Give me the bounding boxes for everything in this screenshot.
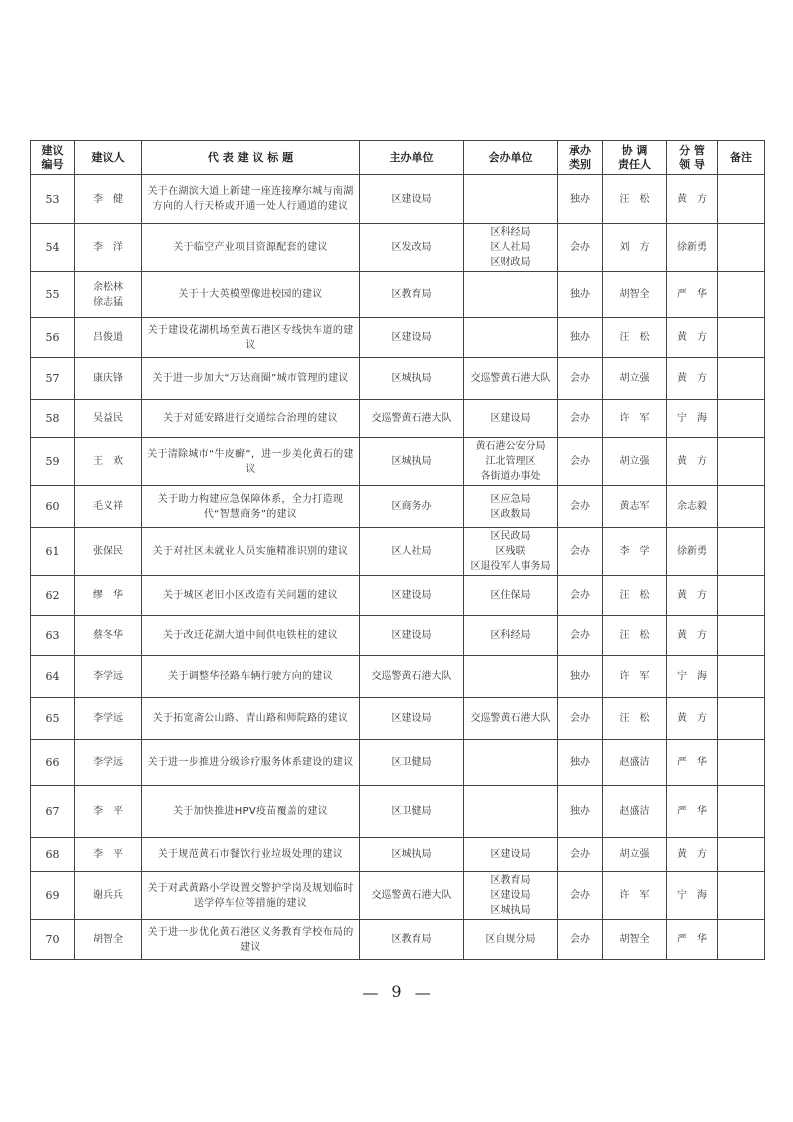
row-host-unit: 区发改局: [360, 224, 464, 272]
row-co-unit: [464, 740, 558, 786]
row-co-unit: [464, 175, 558, 224]
row-coordinator: 胡立强: [603, 838, 667, 872]
row-note: [718, 838, 765, 872]
table-row: [31, 616, 765, 656]
row-host-unit: 区教育局: [360, 920, 464, 960]
row-type: 会办: [558, 872, 603, 920]
row-note: [718, 318, 765, 358]
row-co-unit: [464, 656, 558, 698]
row-note: [718, 486, 765, 528]
row-co-unit: 区科经局 区人社局 区财政局: [464, 224, 558, 272]
row-title: 关于建设花湖机场至黄石港区专线快车道的建议: [142, 318, 360, 358]
row-co-unit: [464, 272, 558, 318]
row-note: [718, 358, 765, 400]
row-proposer: 王 欢: [75, 438, 142, 486]
row-co-unit: [464, 786, 558, 838]
row-id: 53: [31, 175, 75, 224]
row-id: 58: [31, 400, 75, 438]
row-id: 67: [31, 786, 75, 838]
row-co-unit: 交巡警黄石港大队: [464, 698, 558, 740]
header-type: 承办 类别: [558, 141, 603, 175]
row-type: 独办: [558, 175, 603, 224]
row-title: 关于助力构建应急保障体系，全力打造现代“智慧商务”的建议: [142, 486, 360, 528]
row-host-unit: 区城执局: [360, 438, 464, 486]
row-type: 会办: [558, 438, 603, 486]
row-leader: 严 华: [667, 786, 718, 838]
row-id: 65: [31, 698, 75, 740]
row-co-unit: 区自规分局: [464, 920, 558, 960]
table-row: [31, 438, 765, 486]
row-title: 关于改迁花湖大道中间供电铁柱的建议: [142, 616, 360, 656]
row-host-unit: 区建设局: [360, 318, 464, 358]
header-title: 代 表 建 议 标 题: [142, 141, 360, 175]
row-id: 70: [31, 920, 75, 960]
row-title: 关于进一步推进分级诊疗服务体系建设的建议: [142, 740, 360, 786]
row-coordinator: 胡智全: [603, 272, 667, 318]
row-note: [718, 400, 765, 438]
row-leader: 徐新勇: [667, 528, 718, 576]
table-row: [31, 838, 765, 872]
page-number-value: 9: [391, 982, 402, 1001]
row-host-unit: 区教育局: [360, 272, 464, 318]
row-leader: 黄 方: [667, 438, 718, 486]
row-proposer: 蔡冬华: [75, 616, 142, 656]
row-proposer: 李 平: [75, 838, 142, 872]
row-proposer: 李学远: [75, 656, 142, 698]
table-row: [31, 224, 765, 272]
row-id: 59: [31, 438, 75, 486]
row-title: 关于拓宽斋公山路、青山路和师院路的建议: [142, 698, 360, 740]
row-id: 60: [31, 486, 75, 528]
row-leader: 余志毅: [667, 486, 718, 528]
row-host-unit: 区商务办: [360, 486, 464, 528]
row-id: 63: [31, 616, 75, 656]
row-host-unit: 交巡警黄石港大队: [360, 656, 464, 698]
row-note: [718, 576, 765, 616]
row-type: 独办: [558, 272, 603, 318]
row-title: 关于对武黄路小学设置交警护学岗及规划临时送学停车位等措施的建议: [142, 872, 360, 920]
table-row: [31, 698, 765, 740]
row-coordinator: 胡立强: [603, 358, 667, 400]
row-proposer: 李 洋: [75, 224, 142, 272]
row-note: [718, 656, 765, 698]
row-coordinator: 许 军: [603, 872, 667, 920]
row-proposer: 余松林 徐志猛: [75, 272, 142, 318]
row-note: [718, 616, 765, 656]
row-coordinator: 汪 松: [603, 576, 667, 616]
row-note: [718, 786, 765, 838]
page-number-dash-left: —: [362, 983, 379, 1002]
row-proposer: 谢兵兵: [75, 872, 142, 920]
header-coordinator: 协 调 责任人: [603, 141, 667, 175]
row-host-unit: 区卫健局: [360, 740, 464, 786]
row-title: 关于进一步优化黄石港区义务教育学校布局的建议: [142, 920, 360, 960]
row-proposer: 胡智全: [75, 920, 142, 960]
row-leader: 黄 方: [667, 318, 718, 358]
row-title: 关于对社区未就业人员实施精准识别的建议: [142, 528, 360, 576]
row-leader: 严 华: [667, 272, 718, 318]
table-row: [31, 740, 765, 786]
row-coordinator: 赵盛洁: [603, 786, 667, 838]
row-coordinator: 许 军: [603, 400, 667, 438]
row-co-unit: 区建设局: [464, 838, 558, 872]
row-note: [718, 438, 765, 486]
row-leader: 严 华: [667, 740, 718, 786]
row-leader: 宁 海: [667, 656, 718, 698]
row-id: 56: [31, 318, 75, 358]
row-proposer: 李 健: [75, 175, 142, 224]
row-type: 会办: [558, 358, 603, 400]
table-row: [31, 358, 765, 400]
table-row: [31, 486, 765, 528]
row-title: 关于城区老旧小区改造有关问题的建议: [142, 576, 360, 616]
row-co-unit: 黄石港公安分局 江北管理区 各街道办事处: [464, 438, 558, 486]
row-id: 54: [31, 224, 75, 272]
row-type: 会办: [558, 400, 603, 438]
row-coordinator: 胡智全: [603, 920, 667, 960]
row-host-unit: 交巡警黄石港大队: [360, 400, 464, 438]
row-leader: 黄 方: [667, 698, 718, 740]
row-note: [718, 224, 765, 272]
page-number: [0, 982, 793, 1002]
table-row: [31, 272, 765, 318]
row-note: [718, 175, 765, 224]
row-co-unit: 区住保局: [464, 576, 558, 616]
row-note: [718, 740, 765, 786]
row-leader: 黄 方: [667, 175, 718, 224]
row-coordinator: 赵盛洁: [603, 740, 667, 786]
row-leader: 宁 海: [667, 872, 718, 920]
row-id: 64: [31, 656, 75, 698]
row-host-unit: 区建设局: [360, 576, 464, 616]
table-row: [31, 576, 765, 616]
row-proposer: 李学远: [75, 698, 142, 740]
table-header-row: [31, 141, 765, 175]
row-leader: 徐新勇: [667, 224, 718, 272]
row-host-unit: 区建设局: [360, 698, 464, 740]
table-row: [31, 175, 765, 224]
row-co-unit: 区应急局 区政数局: [464, 486, 558, 528]
page-number-dash-right: —: [414, 983, 431, 1002]
row-proposer: 毛义祥: [75, 486, 142, 528]
row-type: 会办: [558, 224, 603, 272]
row-id: 57: [31, 358, 75, 400]
row-host-unit: 区城执局: [360, 358, 464, 400]
table-row: [31, 786, 765, 838]
row-host-unit: 区人社局: [360, 528, 464, 576]
row-id: 62: [31, 576, 75, 616]
row-type: 独办: [558, 318, 603, 358]
row-proposer: 李 平: [75, 786, 142, 838]
row-type: 会办: [558, 576, 603, 616]
row-note: [718, 272, 765, 318]
header-proposer: 建议人: [75, 141, 142, 175]
row-coordinator: 刘 方: [603, 224, 667, 272]
table-row: [31, 400, 765, 438]
row-title: 关于进一步加大“万达商圈”城市管理的建议: [142, 358, 360, 400]
row-proposer: 缪 华: [75, 576, 142, 616]
row-co-unit: 区教育局 区建设局 区城执局: [464, 872, 558, 920]
row-note: [718, 528, 765, 576]
row-type: 独办: [558, 740, 603, 786]
row-leader: 宁 海: [667, 400, 718, 438]
row-id: 66: [31, 740, 75, 786]
header-note: 备注: [718, 141, 765, 175]
row-host-unit: 区城执局: [360, 838, 464, 872]
row-co-unit: [464, 318, 558, 358]
row-note: [718, 920, 765, 960]
row-host-unit: 区建设局: [360, 175, 464, 224]
table-row: [31, 528, 765, 576]
row-type: 会办: [558, 838, 603, 872]
table-row: [31, 920, 765, 960]
row-host-unit: 交巡警黄石港大队: [360, 872, 464, 920]
row-note: [718, 698, 765, 740]
row-coordinator: 许 军: [603, 656, 667, 698]
row-type: 会办: [558, 528, 603, 576]
row-coordinator: 汪 松: [603, 698, 667, 740]
table-row: [31, 656, 765, 698]
table-row: [31, 318, 765, 358]
row-title: 关于十大英模塑像进校园的建议: [142, 272, 360, 318]
row-type: 会办: [558, 698, 603, 740]
row-coordinator: 黄志军: [603, 486, 667, 528]
row-host-unit: 区建设局: [360, 616, 464, 656]
row-title: 关于清除城市“牛皮癣”，进一步美化黄石的建议: [142, 438, 360, 486]
table-row: [31, 872, 765, 920]
row-coordinator: 汪 松: [603, 616, 667, 656]
row-id: 55: [31, 272, 75, 318]
row-coordinator: 胡立强: [603, 438, 667, 486]
row-type: 会办: [558, 616, 603, 656]
row-coordinator: 汪 松: [603, 175, 667, 224]
header-co-unit: 会办单位: [464, 141, 558, 175]
proposals-table: [30, 140, 765, 960]
row-type: 独办: [558, 656, 603, 698]
row-co-unit: 区民政局 区残联 区退役军人事务局: [464, 528, 558, 576]
row-proposer: 吕俊道: [75, 318, 142, 358]
header-leader: 分 管 领 导: [667, 141, 718, 175]
row-proposer: 张保民: [75, 528, 142, 576]
row-proposer: 李学远: [75, 740, 142, 786]
row-co-unit: 区建设局: [464, 400, 558, 438]
row-title: 关于调整华径路车辆行驶方向的建议: [142, 656, 360, 698]
row-id: 68: [31, 838, 75, 872]
header-id: 建议 编号: [31, 141, 75, 175]
header-host-unit: 主办单位: [360, 141, 464, 175]
row-type: 会办: [558, 920, 603, 960]
row-title: 关于临空产业项目资源配套的建议: [142, 224, 360, 272]
row-title: 关于加快推进HPV疫苗覆盖的建议: [142, 786, 360, 838]
row-note: [718, 872, 765, 920]
row-leader: 黄 方: [667, 358, 718, 400]
row-proposer: 康庆锋: [75, 358, 142, 400]
row-co-unit: 交巡警黄石港大队: [464, 358, 558, 400]
row-leader: 严 华: [667, 920, 718, 960]
row-title: 关于在湖滨大道上新建一座连接摩尔城与南湖方向的人行天桥或开通一处人行通道的建议: [142, 175, 360, 224]
row-leader: 黄 方: [667, 576, 718, 616]
row-leader: 黄 方: [667, 838, 718, 872]
row-co-unit: 区科经局: [464, 616, 558, 656]
row-coordinator: 汪 松: [603, 318, 667, 358]
row-proposer: 吴益民: [75, 400, 142, 438]
row-title: 关于规范黄石市餐饮行业垃圾处理的建议: [142, 838, 360, 872]
row-coordinator: 李 学: [603, 528, 667, 576]
row-id: 61: [31, 528, 75, 576]
row-leader: 黄 方: [667, 616, 718, 656]
row-type: 会办: [558, 486, 603, 528]
row-type: 独办: [558, 786, 603, 838]
row-id: 69: [31, 872, 75, 920]
row-host-unit: 区卫健局: [360, 786, 464, 838]
row-title: 关于对延安路进行交通综合治理的建议: [142, 400, 360, 438]
